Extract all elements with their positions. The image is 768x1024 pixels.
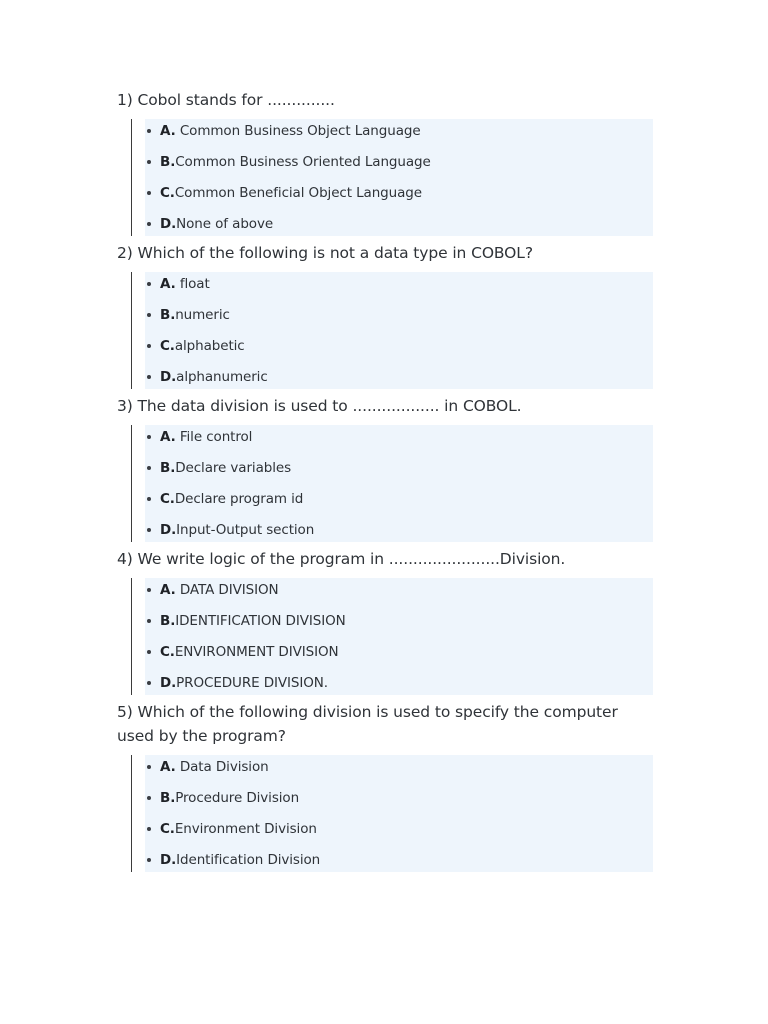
bullet-icon bbox=[147, 466, 151, 470]
bullet-icon bbox=[147, 681, 151, 685]
option-d bbox=[145, 365, 653, 389]
option-text: IDENTIFICATION DIVISION bbox=[175, 613, 346, 629]
option-letter: C. bbox=[160, 338, 175, 354]
options-blockquote bbox=[131, 755, 653, 872]
quiz-page bbox=[117, 88, 653, 877]
option-b bbox=[145, 303, 653, 334]
option-d bbox=[145, 518, 653, 542]
bullet-icon bbox=[147, 528, 151, 532]
options-list bbox=[145, 755, 653, 872]
question-4 bbox=[117, 547, 653, 695]
option-text: Identification Division bbox=[176, 852, 321, 868]
option-a bbox=[145, 578, 653, 609]
option-b bbox=[145, 609, 653, 640]
bullet-icon bbox=[147, 497, 151, 501]
option-letter: C. bbox=[160, 491, 175, 507]
bullet-icon bbox=[147, 650, 151, 654]
option-d bbox=[145, 671, 653, 695]
option-a bbox=[145, 755, 653, 786]
option-text: float bbox=[179, 276, 210, 292]
option-c bbox=[145, 817, 653, 848]
option-b bbox=[145, 786, 653, 817]
option-text: DATA DIVISION bbox=[179, 582, 279, 598]
option-c bbox=[145, 181, 653, 212]
bullet-icon bbox=[147, 375, 151, 379]
option-letter: A. bbox=[160, 276, 176, 292]
options-blockquote bbox=[131, 272, 653, 389]
bullet-icon bbox=[147, 858, 151, 862]
options-list bbox=[145, 578, 653, 695]
option-text: PROCEDURE DIVISION. bbox=[176, 675, 328, 691]
option-text: Common Business Object Language bbox=[179, 123, 421, 139]
option-letter: D. bbox=[160, 216, 177, 232]
option-letter: D. bbox=[160, 522, 177, 538]
option-text: numeric bbox=[175, 307, 230, 323]
options-list bbox=[145, 272, 653, 389]
option-letter: B. bbox=[160, 154, 176, 170]
options-list bbox=[145, 425, 653, 542]
question-text: 5) Which of the following division is used to specify the computer used by the program? bbox=[117, 703, 618, 745]
option-text: Declare variables bbox=[175, 460, 292, 476]
options-list bbox=[145, 119, 653, 236]
option-text: Data Division bbox=[179, 759, 269, 775]
option-letter: A. bbox=[160, 123, 176, 139]
option-d bbox=[145, 848, 653, 872]
bullet-icon bbox=[147, 129, 151, 133]
option-d bbox=[145, 212, 653, 236]
option-b bbox=[145, 150, 653, 181]
option-text: None of above bbox=[176, 216, 274, 232]
bullet-icon bbox=[147, 191, 151, 195]
bullet-icon bbox=[147, 588, 151, 592]
option-letter: C. bbox=[160, 185, 175, 201]
bullet-icon bbox=[147, 619, 151, 623]
question-text: 4) We write logic of the program in .......................Division. bbox=[117, 550, 566, 568]
option-letter: B. bbox=[160, 460, 176, 476]
question-text: 2) Which of the following is not a data type in COBOL? bbox=[117, 244, 533, 262]
option-c bbox=[145, 487, 653, 518]
bullet-icon bbox=[147, 282, 151, 286]
option-letter: A. bbox=[160, 429, 176, 445]
option-a bbox=[145, 119, 653, 150]
option-text: Environment Division bbox=[174, 821, 317, 837]
option-text: ENVIRONMENT DIVISION bbox=[174, 644, 339, 660]
option-c bbox=[145, 640, 653, 671]
question-5 bbox=[117, 700, 653, 872]
bullet-icon bbox=[147, 827, 151, 831]
option-text: alphanumeric bbox=[176, 369, 268, 385]
bullet-icon bbox=[147, 435, 151, 439]
option-text: Common Beneficial Object Language bbox=[174, 185, 422, 201]
option-letter: A. bbox=[160, 759, 176, 775]
question-2 bbox=[117, 241, 653, 389]
bullet-icon bbox=[147, 160, 151, 164]
option-letter: D. bbox=[160, 852, 177, 868]
option-letter: B. bbox=[160, 790, 176, 806]
option-letter: B. bbox=[160, 307, 176, 323]
bullet-icon bbox=[147, 344, 151, 348]
question-text: 3) The data division is used to .................. in COBOL. bbox=[117, 397, 522, 415]
bullet-icon bbox=[147, 796, 151, 800]
option-b bbox=[145, 456, 653, 487]
options-blockquote bbox=[131, 425, 653, 542]
option-letter: C. bbox=[160, 644, 175, 660]
options-blockquote bbox=[131, 578, 653, 695]
option-c bbox=[145, 334, 653, 365]
question-1 bbox=[117, 88, 653, 236]
bullet-icon bbox=[147, 765, 151, 769]
bullet-icon bbox=[147, 313, 151, 317]
option-a bbox=[145, 425, 653, 456]
question-3 bbox=[117, 394, 653, 542]
option-letter: D. bbox=[160, 675, 177, 691]
option-letter: A. bbox=[160, 582, 176, 598]
option-text: File control bbox=[179, 429, 253, 445]
option-text: alphabetic bbox=[174, 338, 245, 354]
option-letter: B. bbox=[160, 613, 176, 629]
option-letter: C. bbox=[160, 821, 175, 837]
options-blockquote bbox=[131, 119, 653, 236]
option-text: Common Business Oriented Language bbox=[175, 154, 431, 170]
bullet-icon bbox=[147, 222, 151, 226]
option-letter: D. bbox=[160, 369, 177, 385]
option-a bbox=[145, 272, 653, 303]
option-text: Input-Output section bbox=[176, 522, 315, 538]
option-text: Declare program id bbox=[174, 491, 304, 507]
question-text: 1) Cobol stands for .............. bbox=[117, 91, 335, 109]
option-text: Procedure Division bbox=[175, 790, 300, 806]
